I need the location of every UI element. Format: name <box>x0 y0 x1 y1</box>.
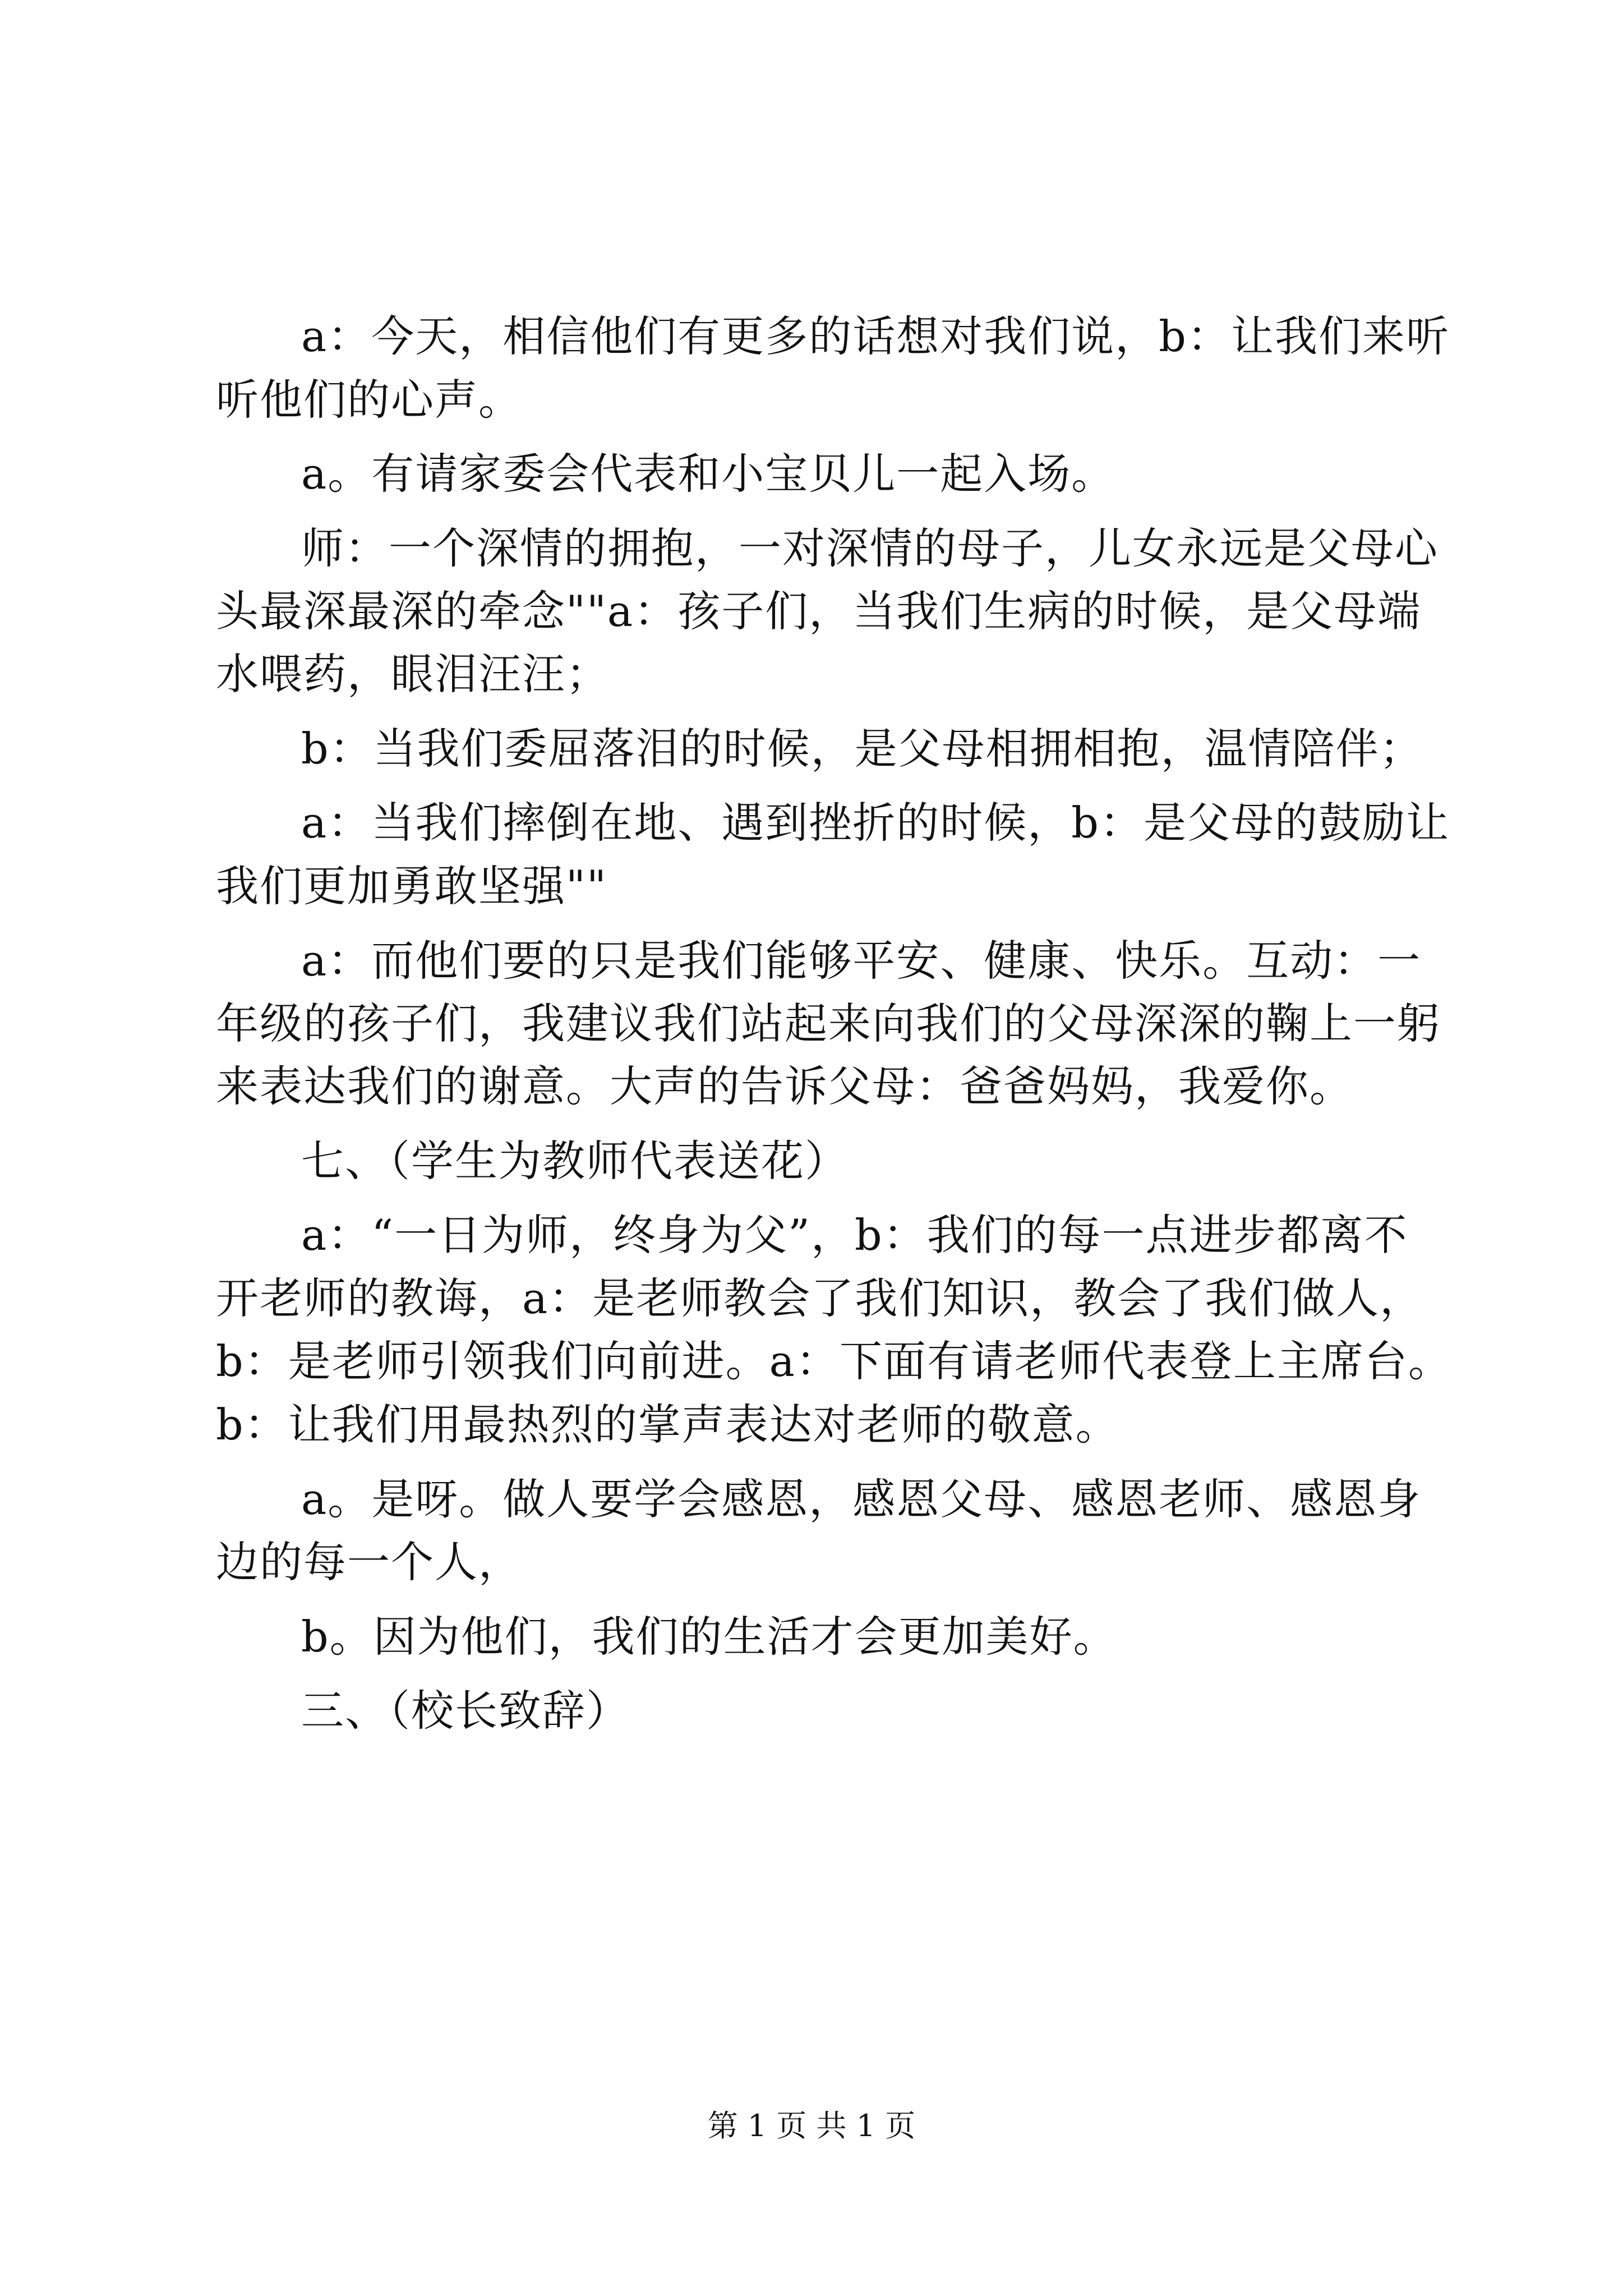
text-line: a。是呀。做人要学会感恩，感恩父母、感恩老师、感恩身 <box>301 1474 1422 1524</box>
text-line: a：“一日为师，终身为父”，b：我们的每一点进步都离不 <box>301 1210 1408 1260</box>
text-line: b：让我们用最热烈的掌声表达对老师的敬意。 <box>216 1400 1119 1450</box>
text-line: a：而他们要的只是我们能够平安、健康、快乐。互动：一 <box>301 936 1422 986</box>
section-heading: 三、（校长致辞） <box>301 1686 630 1736</box>
text-line: 边的每一个人， <box>216 1537 522 1587</box>
text-line: a：当我们摔倒在地、遇到挫折的时候，b：是父母的鼓励让 <box>301 798 1450 848</box>
text-line: 水喂药，眼泪汪汪； <box>216 649 610 699</box>
text-line: 来表达我们的谢意。大声的告诉父母：爸爸妈妈，我爱你。 <box>216 1061 1353 1111</box>
text-line: 开老师的教诲，a：是老师教会了我们知识，教会了我们做人， <box>216 1273 1424 1323</box>
text-line: 年级的孩子们，我建议我们站起来向我们的父母深深的鞠上一躬 <box>216 999 1441 1048</box>
text-line: a：今天，相信他们有更多的话想对我们说，b：让我们来听 <box>301 311 1450 361</box>
text-line: 听他们的心声。 <box>216 375 522 425</box>
text-line: b。因为他们，我们的生活才会更加美好。 <box>301 1612 1117 1662</box>
text-line: b：当我们委屈落泪的时候，是父母相拥相抱，温情陪伴； <box>301 724 1423 774</box>
page-footer: 第 1 页 共 1 页 <box>707 2108 916 2143</box>
text-line: 我们更加勇敢坚强"" <box>216 861 607 911</box>
text-line: 头最深最深的牵念""a：孩子们，当我们生病的时候，是父母端 <box>216 586 1422 636</box>
text-line: 师：一个深情的拥抱，一对深情的母子，儿女永远是父母心 <box>301 523 1438 573</box>
text-line: b：是老师引领我们向前进。a：下面有请老师代表登上主席台。 <box>216 1336 1452 1386</box>
section-heading: 七、（学生为教师代表送花） <box>301 1136 849 1186</box>
text-line: a。有请家委会代表和小宝贝儿一起入场。 <box>301 449 1115 499</box>
